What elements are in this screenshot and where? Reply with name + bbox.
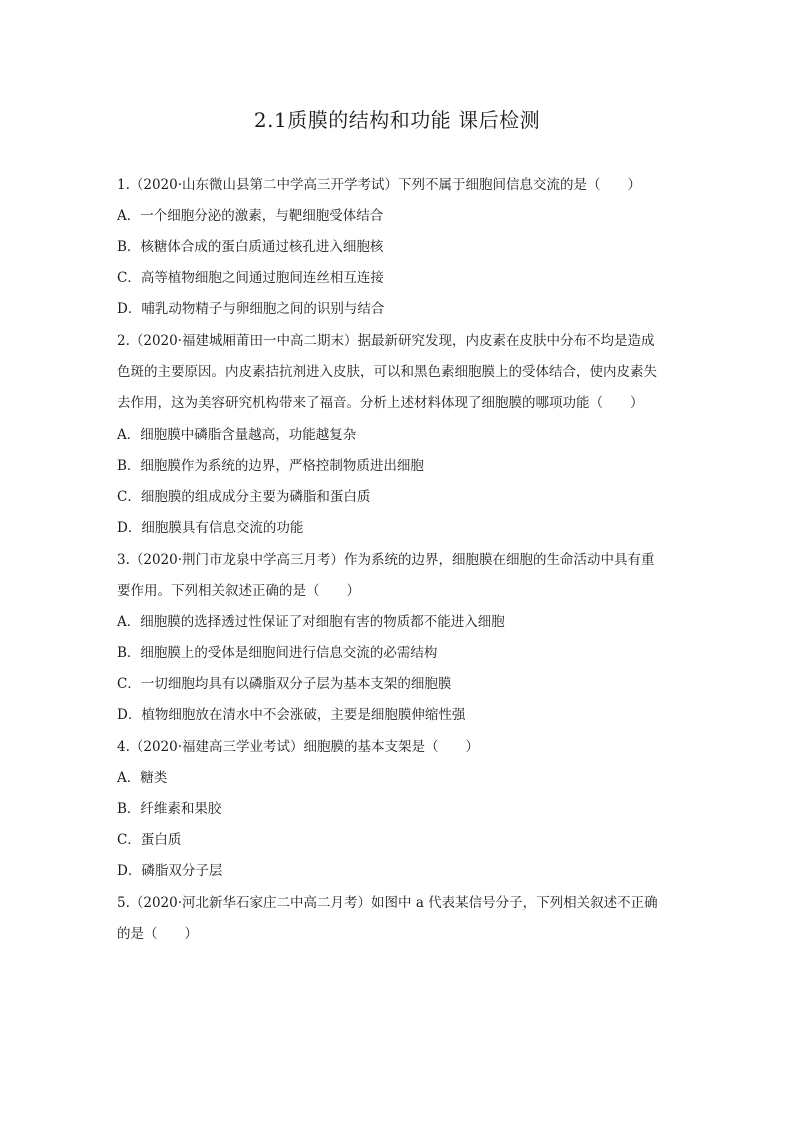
option-d: D．植物细胞放在清水中不会涨破，主要是细胞膜伸缩性强	[117, 707, 466, 723]
option-c: C．高等植物细胞之间通过胞间连丝相互连接	[117, 270, 384, 286]
question-stem: 色斑的主要原因。内皮素拮抗剂进入皮肤，可以和黑色素细胞膜上的受体结合，使内皮素失	[117, 364, 657, 380]
option-a: A．糖类	[117, 770, 168, 786]
question-stem: 3.（2020·荆门市龙泉中学高三月考）作为系统的边界，细胞膜在细胞的生命活动中具有重	[117, 552, 655, 568]
question-stem: 的是（ ）	[117, 926, 198, 942]
page-title: 2.1质膜的结构和功能 课后检测	[253, 108, 541, 132]
option-b: B．纤维素和果胶	[117, 801, 222, 817]
option-c: C．一切细胞均具有以磷脂双分子层为基本支架的细胞膜	[117, 676, 452, 692]
option-d: D．细胞膜具有信息交流的功能	[117, 520, 304, 536]
question-stem: 5.（2020·河北新华石家庄二中高二月考）如图中 a 代表某信号分子，下列相关叙述不正确	[117, 895, 658, 911]
question-stem: 1.（2020·山东微山县第二中学高三开学考试）下列不属于细胞间信息交流的是（ ）	[117, 177, 642, 193]
question-stem: 2.（2020·福建城厢莆田一中高二期末）据最新研究发现，内皮素在皮肤中分布不均是造成	[117, 333, 655, 349]
question-stem: 4.（2020·福建高三学业考试）细胞膜的基本支架是（ ）	[117, 739, 480, 755]
option-a: A．细胞膜中磷脂含量越高，功能越复杂	[117, 427, 357, 443]
option-b: B．细胞膜上的受体是细胞间进行信息交流的必需结构	[117, 645, 438, 661]
option-d: D．磷脂双分子层	[117, 863, 223, 879]
option-c: C．细胞膜的组成成分主要为磷脂和蛋白质	[117, 489, 371, 505]
option-b: B．核糖体合成的蛋白质通过核孔进入细胞核	[117, 239, 384, 255]
option-b: B．细胞膜作为系统的边界，严格控制物质进出细胞	[117, 458, 424, 474]
question-stem: 去作用，这为美容研究机构带来了福音。分析上述材料体现了细胞膜的哪项功能（ ）	[117, 395, 644, 411]
option-d: D．哺乳动物精子与卵细胞之间的识别与结合	[117, 301, 385, 317]
option-a: A．细胞膜的选择透过性保证了对细胞有害的物质都不能进入细胞	[117, 614, 505, 630]
question-stem: 要作用。下列相关叙述正确的是（ ）	[117, 583, 360, 599]
option-c: C．蛋白质	[117, 832, 182, 848]
option-a: A．一个细胞分泌的激素，与靶细胞受体结合	[117, 208, 384, 224]
